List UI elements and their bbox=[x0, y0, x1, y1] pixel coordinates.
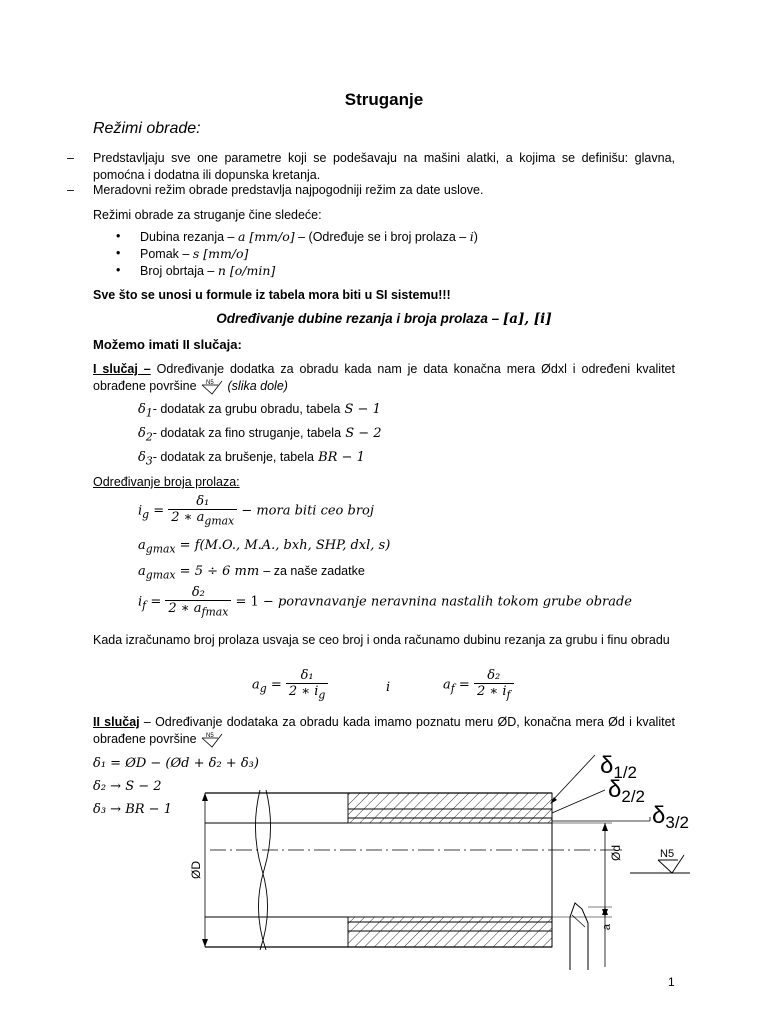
regime-item-2: • Pomak – s [mm/o] bbox=[116, 246, 249, 261]
label-delta-3-2: $\delta_{3/2}$ bbox=[652, 802, 689, 832]
case2-eq-3: δ₃ → BR − 1 bbox=[93, 802, 172, 817]
regimes-intro: Režimi obrade za struganje čine sledeće: bbox=[93, 208, 322, 222]
allowance-layer-3-top bbox=[348, 818, 552, 823]
equation-agmax-f: $a_{gmax} = f(M.O$., M.A., bxh, SHP, dxl, s) bbox=[138, 538, 391, 556]
case2-paragraph: II slučaj – Određivanje dodataka za obradu kada imamo poznatu meru ØD, konačna mera Ød i kvalitet obrađene površine N5 bbox=[93, 715, 675, 746]
equation-and: i bbox=[386, 680, 391, 695]
equation-ag: $a_g$ = $\frac{\text{δ₁}}{2 ∗ i_g}$ bbox=[252, 668, 328, 702]
section-title: Određivanje dubine rezanja i broja prolaza – [a], [i] bbox=[216, 311, 552, 327]
allowance-layer-2-top bbox=[348, 809, 552, 818]
case1-item-1: $\delta_1-$ dodatak za grubu obradu, tabela S − 1 bbox=[138, 402, 381, 420]
case1-paragraph: I slučaj – Određivanje dodatka za obradu kada nam je data konačna mera Ødxl i određeni kvalitet obrađene površine N5 (slika dole) bbox=[93, 362, 675, 393]
label-delta-1-2: $\delta_{1/2}$ bbox=[600, 752, 637, 782]
d-label: Ød bbox=[609, 844, 623, 862]
intro-item-2: – Meradovni režim obrade predstavlja najpogodniji režim za date uslove. bbox=[67, 183, 484, 197]
page-title: Struganje bbox=[344, 90, 424, 109]
regime-item-1: • Dubina rezanja – a [mm/o] – (Određuje se i broj prolaza – i) bbox=[116, 229, 478, 244]
allowance-layer-1-bottom bbox=[348, 931, 552, 947]
equation-agmax-value: $a_{gmax} = 5 \div 6$ mm – za naše zadatke bbox=[138, 564, 365, 582]
case2-eq-1: δ₁ = ØD − (Ød + δ₂ + δ₃) bbox=[93, 756, 259, 771]
surface-finish-symbol bbox=[200, 379, 224, 395]
break-line bbox=[255, 790, 267, 950]
subtitle: Režimi obrade: bbox=[93, 120, 201, 137]
intro-item-1: – Predstavljaju sve one parametre koji se podešavaju na mašini alatki, a kojima se definišu: glavna, pomoćna i dodatna ili dopunska kretanja. bbox=[67, 151, 675, 182]
case1-item-2: $\delta_2-$ dodatak za fino struganje, tabela S − 2 bbox=[138, 426, 382, 444]
label-delta-2-2: $\delta_{2/2}$ bbox=[608, 776, 645, 806]
equation-if: $i_f$ = $\frac{\text{δ₂}}{2 ∗ a_{fmax}}$ = 1 − poravnavanje neravnina nastalih tokom grube obrade bbox=[138, 585, 632, 619]
after-passes-text: Kada izračunamo broj prolaza usvaja se ceo broj i onda računamo dubinu rezanja za grubu i finu obradu bbox=[93, 633, 670, 647]
page-number: 1 bbox=[668, 975, 675, 989]
regime-item-3: • Broj obrtaja – n [o/min] bbox=[116, 263, 276, 278]
cutting-tool bbox=[570, 903, 588, 970]
case2-eq-2: δ₂ → S − 2 bbox=[93, 779, 162, 794]
svg-text:N5: N5 bbox=[660, 848, 675, 860]
allowance-layer-2-bottom bbox=[348, 922, 552, 931]
svg-text:N5: N5 bbox=[206, 379, 214, 386]
a-label: a bbox=[601, 923, 613, 931]
equation-ig: $i_g$ = $\frac{\text{δ₁}}{2 ∗ a_{gmax}}$ − mora biti ceo broj bbox=[138, 494, 374, 528]
cases-intro: Možemo imati II slučaja: bbox=[93, 337, 242, 352]
n5-surface-symbol bbox=[630, 848, 690, 873]
od-label: ØD bbox=[189, 861, 203, 879]
equation-af: $a_f$ = $\frac{\text{δ₂}}{2 ∗ i_f}$ bbox=[443, 668, 514, 702]
case1-item-3: $\delta_3-$ dodatak za brušenje, tabela BR − 1 bbox=[138, 450, 365, 468]
turning-diagram bbox=[180, 745, 720, 970]
passes-title: Određivanje broja prolaza: bbox=[93, 475, 240, 489]
allowance-layer-1-top bbox=[348, 793, 552, 809]
allowance-layer-3-bottom bbox=[348, 917, 552, 922]
svg-text:N5: N5 bbox=[206, 732, 214, 739]
si-note: Sve što se unosi u formule iz tabela mora biti u SI sistemu!!! bbox=[93, 288, 451, 302]
